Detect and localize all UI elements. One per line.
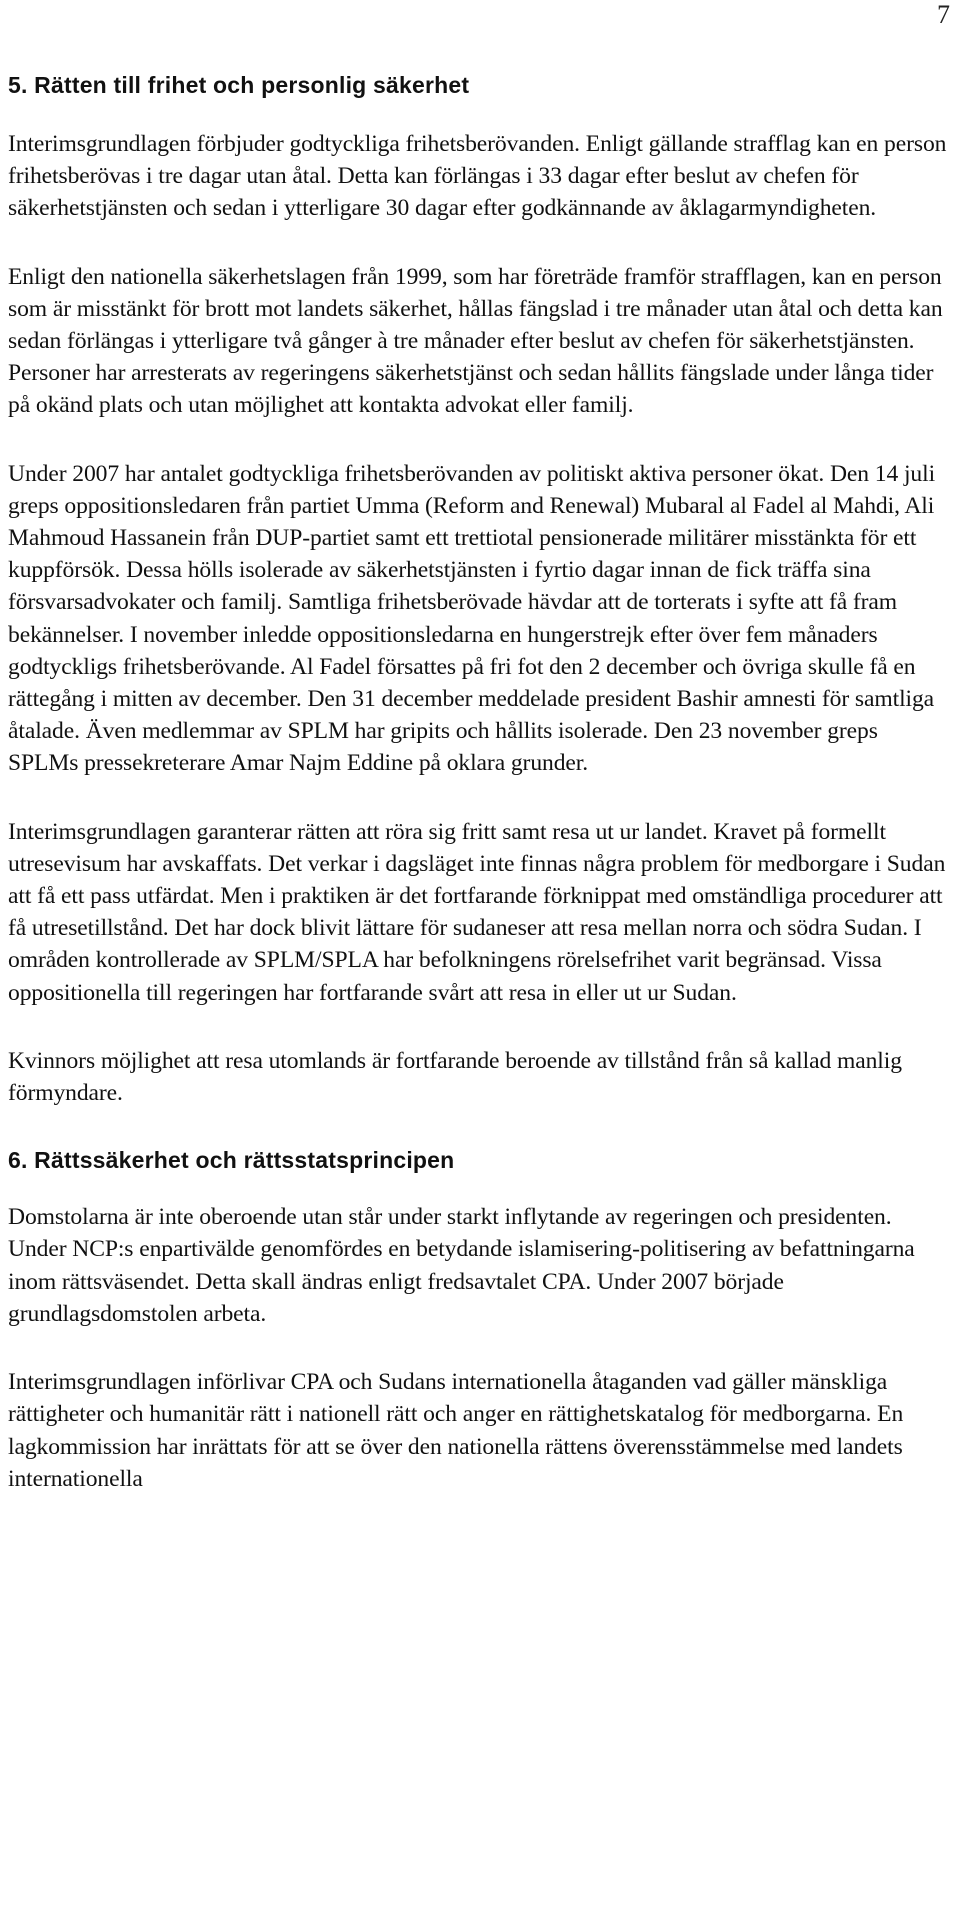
document-body xyxy=(8,70,952,1495)
section-5-paragraph-4: Interimsgrundlagen garanterar rätten att röra sig fritt samt resa ut ur landet. Kravet på formellt utresevisum har avskaffats. Det verkar i dagsläget inte finnas några problem för medborgare i Sudan att få ett pass utfärdat. Men i praktiken är det fortfarande förknippat med omständliga procedurer att få utresetillstånd. Det har dock blivit lättare för sudaneser att resa mellan norra och södra Sudan. I områden kontrollerade av SPLM/SPLA har befolkningens rörelsefrihet varit begränsad. Vissa oppositionella till regeringen har fortfarande svårt att resa in eller ut ur Sudan. xyxy=(8,818,946,1006)
section-5-paragraph-3: Under 2007 har antalet godtyckliga frihetsberövanden av politiskt aktiva personer ökat. Den 14 juli greps oppositionsledaren från partiet Umma (Reform and Renewal) Mubaral al Fadel al Mahdi, Ali Mahmoud Hassanein från DUP-partiet samt ett trettiotal pensionerade militärer misstänkta för ett kuppförsök. Dessa hölls isolerade av säkerhetstjänsten i fyrtio dagar innan de fick träffa sina försvarsadvokater och familj. Samtliga frihetsberövade hävdar att de torterats i syfte att få fram bekännelser. I november inledde oppositionsledarna en hungerstrejk efter över fem månaders godtyckligs frihetsberövande. Al Fadel försattes på fri fot den 2 december och övriga skulle få en rättegång i mitten av december. Den 31 december meddelade president Bashir amnesti för samtliga åtalade. Även medlemmar av SPLM har gripits och hållits isolerade. Den 23 november greps SPLMs pressekreterare Amar Najm Eddine på oklara grunder. xyxy=(8,460,936,777)
section-5-heading: 5. Rätten till frihet och personlig säkerhet xyxy=(8,72,470,98)
section-6-paragraph-2: Interimsgrundlagen införlivar CPA och Sudans internationella åtaganden vad gäller mänskliga rättigheter och humanitär rätt i nationell rätt och anger en rättighetskatalog för medborgarna. En lagkommission har inrättats för att se över den nationella rättens överensstämmelse med landets internationella xyxy=(8,1369,904,1492)
section-6-heading: 6. Rättssäkerhet och rättsstatsprincipen xyxy=(8,1147,455,1174)
section-5-paragraph-1: Interimsgrundlagen förbjuder godtyckliga frihetsberövanden. Enligt gällande strafflag kan en person frihetsberövas i tre dagar utan åtal. Detta kan förlängas i 33 dagar efter beslut av chefen för säkerhetstjänsten och sedan i ytterligare 30 dagar efter godkännande av åklagarmyndigheten. xyxy=(8,131,947,222)
page-number: 7 xyxy=(937,0,950,29)
section-5-paragraph-2: Enligt den nationella säkerhetslagen från 1999, som har företräde framför strafflagen, kan en person som är misstänkt för brott mot landets säkerhet, hållas fängslad i tre månader utan åtal och detta kan sedan förlängas i ytterligare två gånger à tre månader efter beslut av chefen för säkerhetstjänsten. Personer har arresterats av regeringens säkerhetstjänst och sedan hållits fängslade under långa tider på okänd plats och utan möjlighet att kontakta advokat eller familj. xyxy=(8,263,943,419)
section-5-paragraph-5: Kvinnors möjlighet att resa utomlands är fortfarande beroende av tillstånd från så kallad manlig förmyndare. xyxy=(8,1047,902,1107)
section-6-paragraph-1: Domstolarna är inte oberoende utan står under starkt inflytande av regeringen och presidenten. Under NCP:s enpartivälde genomfördes en betydande islamisering-politisering av befattningarna inom rättsväsendet. Detta skall ändras enligt fredsavtalet CPA. Under 2007 började grundlagsdomstolen arbeta. xyxy=(8,1204,915,1327)
